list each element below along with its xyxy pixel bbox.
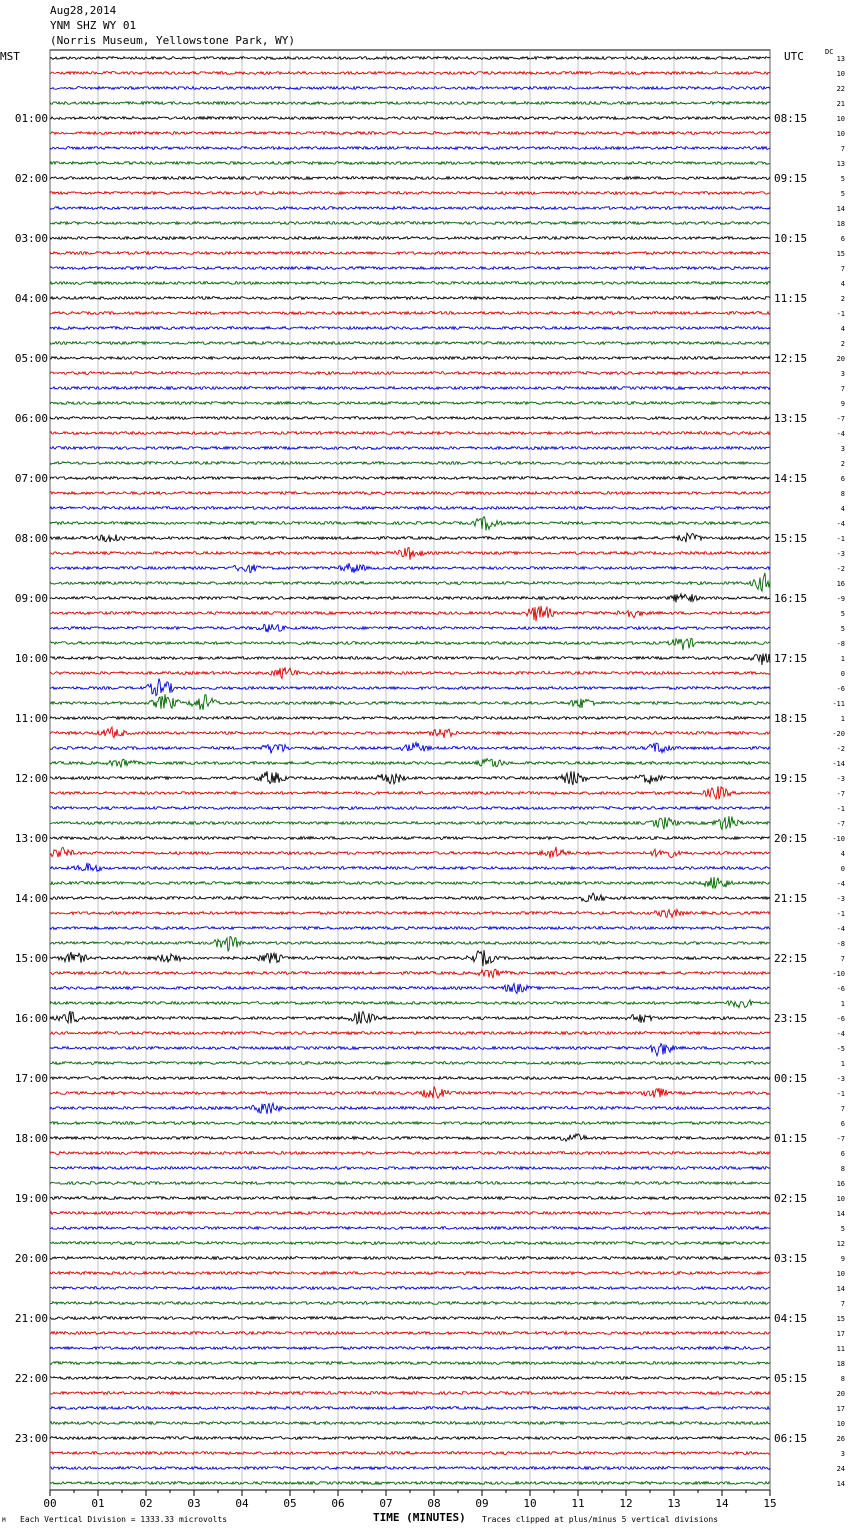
corner-mark: M xyxy=(2,1517,6,1524)
dc-offset-value: 10 xyxy=(836,1420,845,1428)
seismic-trace-row xyxy=(50,1062,770,1065)
right-hour-label: 19:15 xyxy=(774,772,808,785)
left-hour-label: 15:00 xyxy=(14,952,48,965)
dc-offset-value: 15 xyxy=(836,1315,845,1323)
left-hour-label: 07:00 xyxy=(14,472,48,485)
seismic-trace-row xyxy=(50,117,770,120)
right-hour-label: 21:15 xyxy=(774,892,808,905)
left-hour-label: 01:00 xyxy=(14,112,48,125)
station-code: YNM SHZ WY 01 xyxy=(50,19,137,32)
plot-date: Aug28,2014 xyxy=(50,4,117,17)
dc-offset-value: -4 xyxy=(836,430,845,438)
dc-offset-value: 4 xyxy=(840,280,845,288)
dc-offset-value: 8 xyxy=(840,1165,845,1173)
seismic-trace-row xyxy=(50,1362,770,1365)
right-timezone-label: UTC xyxy=(784,50,804,63)
dc-offset-value: 1 xyxy=(840,1060,845,1068)
seismic-trace-row xyxy=(50,1167,770,1170)
x-tick-label: 07 xyxy=(379,1497,393,1510)
seismic-trace-row xyxy=(50,1317,770,1320)
seismic-trace-row xyxy=(50,447,770,450)
dc-offset-value: -7 xyxy=(836,790,845,798)
dc-offset-value: 5 xyxy=(840,1225,845,1233)
seismic-trace-row xyxy=(50,594,770,603)
x-tick-label: 11 xyxy=(571,1497,585,1510)
left-hour-label: 11:00 xyxy=(14,712,48,725)
dc-offset-value: 26 xyxy=(836,1435,845,1443)
seismic-trace-row xyxy=(50,606,770,621)
x-axis-title: TIME (MINUTES) xyxy=(373,1511,466,1524)
station-location: (Norris Museum, Yellowstone Park, WY) xyxy=(50,34,296,47)
right-hour-label: 01:15 xyxy=(774,1132,808,1145)
x-tick-label: 00 xyxy=(43,1497,57,1510)
dc-offset-value: 5 xyxy=(840,175,845,183)
seismic-trace-row xyxy=(50,1086,770,1098)
seismic-trace-row xyxy=(50,759,770,768)
seismic-trace-row xyxy=(50,1000,770,1008)
x-tick-label: 02 xyxy=(139,1497,153,1510)
dc-offset-value: 0 xyxy=(840,670,845,678)
left-hour-label: 22:00 xyxy=(14,1372,48,1385)
seismic-trace-row xyxy=(50,147,770,150)
seismic-trace-row xyxy=(50,694,770,710)
seismic-trace-row xyxy=(50,102,770,105)
x-tick-label: 01 xyxy=(91,1497,105,1510)
seismic-trace-row xyxy=(50,807,770,810)
dc-offset-value: 5 xyxy=(840,190,845,198)
dc-offset-value: 3 xyxy=(840,445,845,453)
seismic-trace-row xyxy=(50,1212,770,1215)
dc-offset-value: 4 xyxy=(840,850,845,858)
seismic-trace-row xyxy=(50,1122,770,1125)
seismic-trace-row xyxy=(50,492,770,495)
seismic-trace-row xyxy=(50,1467,770,1470)
right-hour-label: 18:15 xyxy=(774,712,808,725)
seismic-trace-row xyxy=(50,1242,770,1245)
dc-offset-value: -8 xyxy=(836,940,845,948)
seismic-trace-row xyxy=(50,1197,770,1200)
right-hour-label: 14:15 xyxy=(774,472,808,485)
dc-offset-value: 2 xyxy=(840,460,845,468)
seismic-trace-row xyxy=(50,717,770,720)
dc-offset-value: -20 xyxy=(832,730,845,738)
left-hour-label: 03:00 xyxy=(14,232,48,245)
seismic-trace-row xyxy=(50,1377,770,1380)
right-hour-label: 00:15 xyxy=(774,1072,808,1085)
seismic-trace-row xyxy=(50,877,770,889)
seismic-trace-row xyxy=(50,402,770,405)
seismic-trace-row xyxy=(50,312,770,315)
dc-offset-value: 6 xyxy=(840,1120,845,1128)
dc-offset-value: -11 xyxy=(832,700,845,708)
right-hour-label: 23:15 xyxy=(774,1012,808,1025)
dc-offset-value: -14 xyxy=(832,760,845,768)
seismic-trace-row xyxy=(50,563,770,573)
right-hour-label: 12:15 xyxy=(774,352,808,365)
seismic-trace-row xyxy=(50,1287,770,1290)
x-tick-label: 13 xyxy=(667,1497,681,1510)
left-hour-label: 23:00 xyxy=(14,1432,48,1445)
seismic-trace-row xyxy=(50,87,770,90)
dc-offset-value: 13 xyxy=(836,160,845,168)
left-hour-label: 12:00 xyxy=(14,772,48,785)
left-hour-label: 20:00 xyxy=(14,1252,48,1265)
seismic-trace-row xyxy=(50,237,770,240)
seismic-trace-row xyxy=(50,1227,770,1230)
right-hour-label: 09:15 xyxy=(774,172,808,185)
seismic-trace-row xyxy=(50,771,770,785)
dc-offset-value: 20 xyxy=(836,355,845,363)
seismic-trace-row xyxy=(50,432,770,435)
dc-offset-value: 13 xyxy=(836,55,845,63)
dc-offset-value: -1 xyxy=(836,535,845,543)
dc-offset-value: 17 xyxy=(836,1405,845,1413)
dc-offset-value: 7 xyxy=(840,1300,845,1308)
left-hour-label: 04:00 xyxy=(14,292,48,305)
dc-offset-value: -8 xyxy=(836,640,845,648)
seismic-trace-row xyxy=(50,909,770,917)
right-hour-label: 03:15 xyxy=(774,1252,808,1265)
seismic-trace-row xyxy=(50,1134,770,1141)
dc-offset-value: 14 xyxy=(836,1480,845,1488)
dc-offset-value: 18 xyxy=(836,1360,845,1368)
seismic-trace-row xyxy=(50,654,770,665)
seismic-trace-row xyxy=(50,816,770,829)
dc-offset-value: -1 xyxy=(836,805,845,813)
seismic-trace-row xyxy=(50,742,770,753)
seismic-trace-row xyxy=(50,342,770,345)
right-hour-label: 05:15 xyxy=(774,1372,808,1385)
seismic-trace-row xyxy=(50,387,770,390)
dc-offset-value: 8 xyxy=(840,1375,845,1383)
dc-offset-value: -3 xyxy=(836,550,845,558)
seismic-trace-row xyxy=(50,462,770,465)
dc-offset-value: 7 xyxy=(840,385,845,393)
seismic-trace-row xyxy=(50,667,770,678)
left-timezone-label: MST xyxy=(0,50,20,63)
left-hour-label: 02:00 xyxy=(14,172,48,185)
seismic-trace-row xyxy=(50,1077,770,1080)
seismic-trace-row xyxy=(50,573,770,591)
seismic-trace-row xyxy=(50,533,770,542)
dc-offset-value: 7 xyxy=(840,955,845,963)
left-hour-label: 09:00 xyxy=(14,592,48,605)
dc-offset-value: 12 xyxy=(836,1240,845,1248)
seismic-trace-row xyxy=(50,517,770,531)
right-hour-label: 11:15 xyxy=(774,292,808,305)
dc-offset-value: -4 xyxy=(836,1030,845,1038)
right-hour-label: 15:15 xyxy=(774,532,808,545)
dc-offset-value: 9 xyxy=(840,400,845,408)
x-tick-label: 14 xyxy=(715,1497,729,1510)
dc-offset-value: -4 xyxy=(836,520,845,528)
dc-offset-value: -7 xyxy=(836,820,845,828)
seismic-trace-row xyxy=(50,222,770,225)
dc-offset-value: -1 xyxy=(836,310,845,318)
dc-offset-value: 9 xyxy=(840,1255,845,1263)
seismic-trace-row xyxy=(50,548,770,560)
seismic-trace-row xyxy=(50,638,770,650)
dc-offset-value: 14 xyxy=(836,1210,845,1218)
seismic-trace-row xyxy=(50,624,770,632)
dc-offset-value: 8 xyxy=(840,490,845,498)
right-hour-label: 08:15 xyxy=(774,112,808,125)
dc-offset-value: 24 xyxy=(836,1465,845,1473)
dc-offset-value: 7 xyxy=(840,265,845,273)
dc-offset-value: 22 xyxy=(836,85,845,93)
seismic-trace-row xyxy=(50,1257,770,1260)
seismic-trace-row xyxy=(50,357,770,360)
seismic-trace-row xyxy=(50,1182,770,1185)
dc-offset-value: 21 xyxy=(836,100,845,108)
seismic-trace-row xyxy=(50,252,770,255)
right-hour-label: 22:15 xyxy=(774,952,808,965)
seismic-trace-row xyxy=(50,477,770,480)
seismic-trace-row xyxy=(50,1152,770,1155)
dc-offset-value: -6 xyxy=(836,1015,845,1023)
left-hour-label: 17:00 xyxy=(14,1072,48,1085)
x-tick-label: 09 xyxy=(475,1497,489,1510)
seismic-trace-row xyxy=(50,1032,770,1035)
dc-offset-value: 14 xyxy=(836,205,845,213)
dc-offset-value: 6 xyxy=(840,235,845,243)
dc-offset-value: 1 xyxy=(840,655,845,663)
dc-offset-value: -9 xyxy=(836,595,845,603)
left-hour-label: 21:00 xyxy=(14,1312,48,1325)
seismic-trace-row xyxy=(50,1011,770,1024)
seismic-trace-row xyxy=(50,297,770,300)
dc-offset-value: 2 xyxy=(840,340,845,348)
x-tick-label: 03 xyxy=(187,1497,201,1510)
dc-offset-value: 16 xyxy=(836,580,845,588)
dc-offset-value: -6 xyxy=(836,985,845,993)
dc-offset-value: 3 xyxy=(840,370,845,378)
seismic-trace-row xyxy=(50,72,770,75)
seismic-trace-row xyxy=(50,937,770,952)
seismic-trace-row xyxy=(50,282,770,285)
seismic-trace-row xyxy=(50,847,770,858)
dc-offset-value: 10 xyxy=(836,115,845,123)
seismic-trace-row xyxy=(50,1437,770,1440)
seismic-trace-row xyxy=(50,786,770,799)
dc-offset-value: -3 xyxy=(836,1075,845,1083)
dc-offset-value: 3 xyxy=(840,1450,845,1458)
right-hour-label: 06:15 xyxy=(774,1432,808,1445)
x-tick-label: 04 xyxy=(235,1497,249,1510)
dc-offset-value: 5 xyxy=(840,625,845,633)
x-tick-label: 05 xyxy=(283,1497,297,1510)
seismic-trace-row xyxy=(50,417,770,420)
seismic-trace-row xyxy=(50,984,770,994)
seismic-trace-row xyxy=(50,192,770,195)
dc-offset-value: 20 xyxy=(836,1390,845,1398)
seismic-trace-row xyxy=(50,177,770,180)
dc-offset-value: 7 xyxy=(840,1105,845,1113)
seismic-trace-row xyxy=(50,327,770,330)
dc-offset-value: -6 xyxy=(836,685,845,693)
seismic-trace-row xyxy=(50,893,770,902)
right-hour-label: 13:15 xyxy=(774,412,808,425)
seismic-trace-row xyxy=(50,927,770,930)
left-hour-label: 14:00 xyxy=(14,892,48,905)
seismic-trace-row xyxy=(50,57,770,60)
dc-offset-value: -3 xyxy=(836,775,845,783)
left-hour-label: 05:00 xyxy=(14,352,48,365)
x-tick-label: 10 xyxy=(523,1497,537,1510)
dc-offset-value: -5 xyxy=(836,1045,845,1053)
seismic-trace-row xyxy=(50,1347,770,1350)
seismic-trace-row xyxy=(50,1044,770,1056)
dc-offset-value: 18 xyxy=(836,220,845,228)
right-hour-label: 20:15 xyxy=(774,832,808,845)
dc-offset-value: 15 xyxy=(836,250,845,258)
dc-offset-value: -4 xyxy=(836,880,845,888)
dc-offset-value: 5 xyxy=(840,610,845,618)
seismic-trace-row xyxy=(50,267,770,270)
dc-offset-value: 16 xyxy=(836,1180,845,1188)
left-hour-label: 19:00 xyxy=(14,1192,48,1205)
dc-offset-header: DC xyxy=(825,48,834,56)
seismic-trace-row xyxy=(50,1407,770,1410)
x-tick-label: 08 xyxy=(427,1497,441,1510)
right-hour-label: 17:15 xyxy=(774,652,808,665)
dc-offset-value: -1 xyxy=(836,1090,845,1098)
x-tick-label: 15 xyxy=(763,1497,777,1510)
clip-note: Traces clipped at plus/minus 5 vertical divisions xyxy=(482,1515,719,1524)
dc-offset-value: 1 xyxy=(840,1000,845,1008)
seismic-trace-row xyxy=(50,372,770,375)
left-hour-label: 18:00 xyxy=(14,1132,48,1145)
seismic-trace-row xyxy=(50,1272,770,1275)
left-hour-label: 06:00 xyxy=(14,412,48,425)
seismic-trace-row xyxy=(50,969,770,978)
dc-offset-value: 1 xyxy=(840,715,845,723)
dc-offset-value: 6 xyxy=(840,475,845,483)
dc-offset-value: -7 xyxy=(836,1135,845,1143)
dc-offset-value: 7 xyxy=(840,145,845,153)
seismic-trace-row xyxy=(50,950,770,966)
seismic-trace-row xyxy=(50,837,770,840)
dc-offset-value: 4 xyxy=(840,325,845,333)
dc-offset-value: -2 xyxy=(836,565,845,573)
dc-offset-value: 10 xyxy=(836,70,845,78)
dc-offset-value: -2 xyxy=(836,745,845,753)
left-hour-label: 16:00 xyxy=(14,1012,48,1025)
seismic-trace-row xyxy=(50,1422,770,1425)
right-hour-label: 02:15 xyxy=(774,1192,808,1205)
seismic-trace-row xyxy=(50,1302,770,1305)
dc-offset-value: 14 xyxy=(836,1285,845,1293)
scale-note: Each Vertical Division = 1333.33 microvolts xyxy=(20,1515,228,1524)
seismic-trace-row xyxy=(50,132,770,135)
seismic-trace-row xyxy=(50,1482,770,1485)
dc-offset-value: -10 xyxy=(832,835,845,843)
dc-offset-value: -7 xyxy=(836,415,845,423)
dc-offset-value: 10 xyxy=(836,130,845,138)
left-hour-label: 13:00 xyxy=(14,832,48,845)
x-tick-label: 06 xyxy=(331,1497,345,1510)
seismic-trace-row xyxy=(50,1452,770,1455)
x-tick-label: 12 xyxy=(619,1497,633,1510)
dc-offset-value: 11 xyxy=(836,1345,845,1353)
seismic-trace-row xyxy=(50,507,770,510)
seismic-trace-row xyxy=(50,679,770,696)
seismic-trace-row xyxy=(50,207,770,210)
seismic-trace-row xyxy=(50,1103,770,1114)
dc-offset-value: 0 xyxy=(840,865,845,873)
right-hour-label: 04:15 xyxy=(774,1312,808,1325)
right-hour-label: 16:15 xyxy=(774,592,808,605)
seismic-trace-row xyxy=(50,162,770,165)
seismic-trace-row xyxy=(50,1392,770,1395)
dc-offset-value: 4 xyxy=(840,505,845,513)
dc-offset-value: 6 xyxy=(840,1150,845,1158)
dc-offset-value: -3 xyxy=(836,895,845,903)
dc-offset-value: -10 xyxy=(832,970,845,978)
left-hour-label: 10:00 xyxy=(14,652,48,665)
left-hour-label: 08:00 xyxy=(14,532,48,545)
dc-offset-value: -1 xyxy=(836,910,845,918)
dc-offset-value: -4 xyxy=(836,925,845,933)
dc-offset-value: 10 xyxy=(836,1195,845,1203)
seismic-trace-row xyxy=(50,727,770,738)
seismic-trace-row xyxy=(50,1332,770,1335)
dc-offset-value: 17 xyxy=(836,1330,845,1338)
seismic-trace-row xyxy=(50,863,770,871)
dc-offset-value: 2 xyxy=(840,295,845,303)
dc-offset-value: 10 xyxy=(836,1270,845,1278)
right-hour-label: 10:15 xyxy=(774,232,808,245)
